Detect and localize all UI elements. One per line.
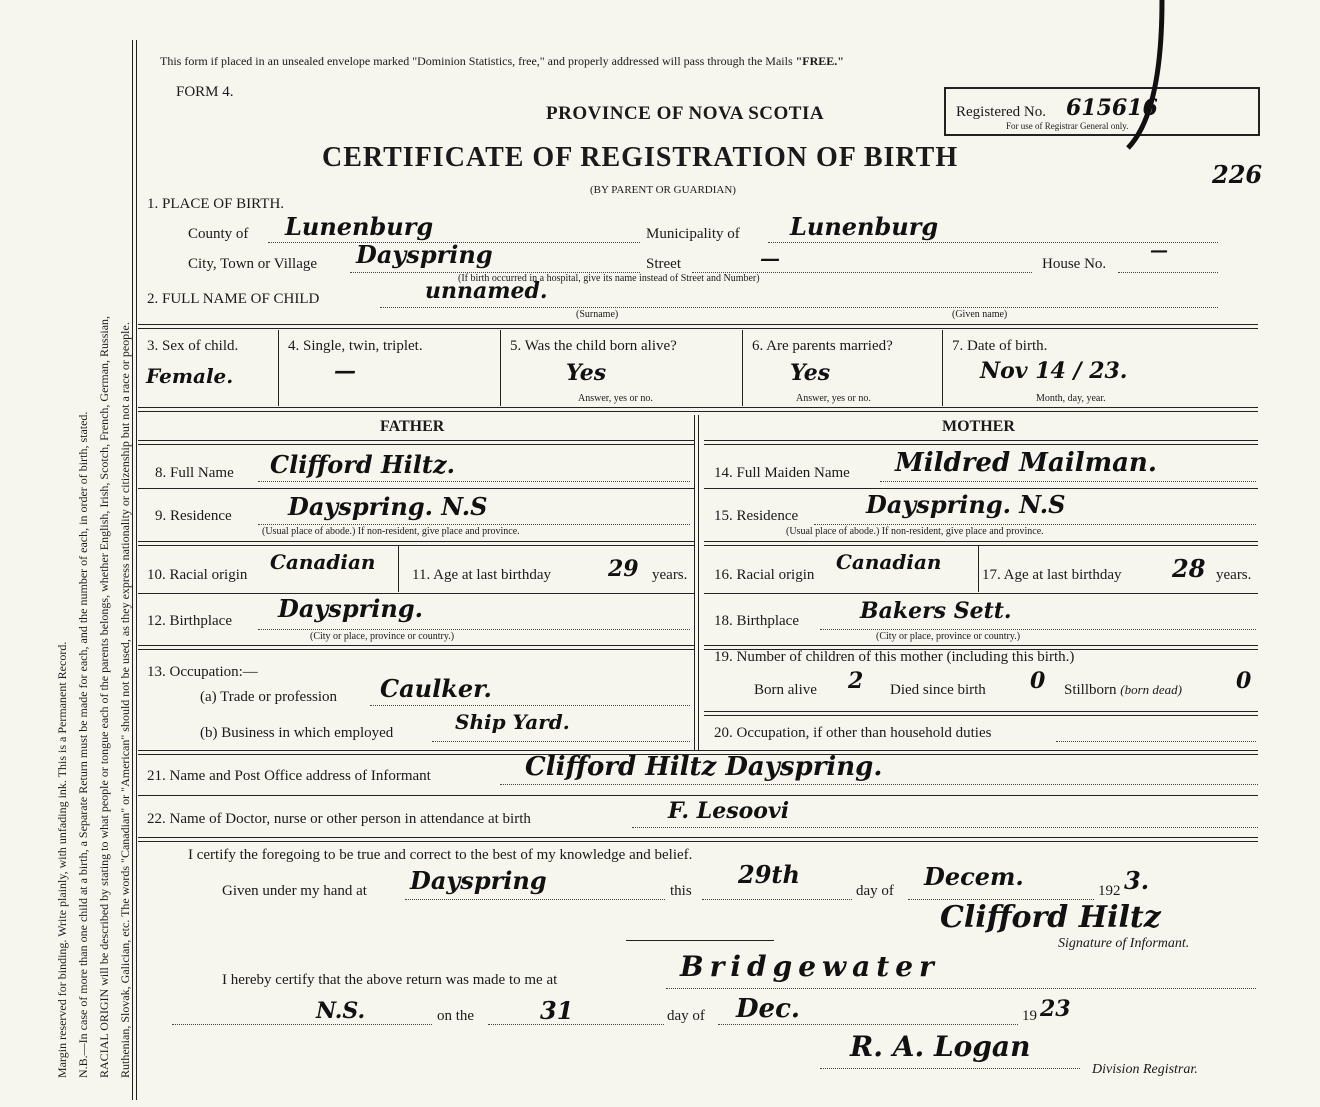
stillborn-text: Stillborn [1064, 682, 1117, 698]
plurality-value: — [334, 358, 356, 384]
mother-residence-note: (Usual place of abode.) If non-resident, give place and province. [786, 526, 1044, 537]
father-name-label: 8. Full Name [155, 465, 234, 481]
mother-age-label: 17. Age at last birthday [982, 567, 1122, 583]
married-label: 6. Are parents married? [752, 338, 893, 354]
given-place-value: Dayspring [410, 866, 547, 895]
signature-informant-label: Signature of Informant. [1058, 936, 1190, 951]
registered-box [944, 87, 1260, 136]
registered-value: 615616 [1066, 95, 1158, 121]
registrar-year-prefix: 19 [1022, 1008, 1037, 1024]
county-value: Lunenburg [285, 212, 434, 241]
house-value: — [1150, 240, 1168, 261]
cell-divider [500, 330, 501, 406]
father-occupation-label: 13. Occupation:— [147, 664, 258, 680]
parents-divider [694, 415, 699, 750]
mother-name-label: 14. Full Maiden Name [714, 465, 850, 481]
business-value: Ship Yard. [455, 710, 570, 734]
mother-heading: MOTHER [942, 418, 1015, 435]
father-years: years. [652, 567, 688, 583]
postal-free: "FREE." [795, 54, 844, 68]
doctor-value: F. Lesoovi [668, 798, 790, 824]
rule-mother [704, 488, 1258, 489]
registrar-place-line [666, 988, 1256, 989]
side-note-3: RACIAL ORIGIN will be described by stating to what people or tongue each of the parents belongs, whether English, Irish, Scotch, French, German, Russian, [97, 315, 111, 1078]
cell-divider [398, 546, 399, 592]
registrar-province-line [172, 1024, 432, 1025]
born-alive-count-label: Born alive [754, 682, 817, 698]
father-racial-value: Canadian [270, 550, 376, 574]
registrar-statement: I hereby certify that the above return was made to me at [222, 972, 558, 988]
cell-divider [278, 330, 279, 406]
stillborn-note: (born dead) [1120, 682, 1183, 697]
rule-father [138, 645, 694, 650]
rule-mother [704, 593, 1258, 594]
rule-mother [704, 711, 1258, 716]
city-label: City, Town or Village [188, 256, 318, 272]
child-name-value: unnamed. [425, 278, 548, 304]
married-note: Answer, yes or no. [796, 393, 871, 404]
dob-label: 7. Date of birth. [952, 338, 1048, 354]
trade-line [370, 705, 690, 706]
mother-name-value: Mildred Mailman. [895, 448, 1157, 478]
informant-label: 21. Name and Post Office address of Informant [147, 768, 431, 784]
street-value: — [760, 246, 780, 270]
side-note-2: N.B.—In case of more than one child at a birth, a Separate Return must be made for each, and the number of each, in order of birth, stated. [76, 411, 90, 1078]
pen-stroke [1110, 0, 1170, 160]
registrar-signature-line [820, 1068, 1080, 1069]
registrar-place-value: Bridgewater [680, 950, 940, 983]
street-label: Street [646, 256, 681, 272]
father-residence-note: (Usual place of abode.) If non-resident, give place and province. [262, 526, 520, 537]
born-alive-label: 5. Was the child born alive? [510, 338, 677, 354]
mother-residence-line [814, 524, 1256, 525]
rule-father [138, 541, 694, 546]
mother-age-value: 28 [1172, 554, 1206, 583]
rule-after-name [138, 324, 1258, 329]
postal-note: This form if placed in an unsealed envelope marked "Dominion Statistics, free," and properly addressed will pass through the Mails "FREE." [160, 54, 844, 68]
cell-divider [742, 330, 743, 406]
cert-month-value: Decem. [924, 862, 1024, 891]
registrar-month-value: Dec. [736, 994, 800, 1024]
child-name-label: 2. FULL NAME OF CHILD [147, 291, 320, 307]
sex-value: Female. [146, 364, 234, 388]
mother-birthplace-line [820, 629, 1256, 630]
given-name-note: (Given name) [952, 309, 1008, 320]
trade-value: Caulker. [380, 674, 492, 703]
mother-heading-rule [704, 440, 1258, 445]
municipality-value: Lunenburg [790, 212, 939, 241]
father-heading: FATHER [380, 418, 445, 435]
father-birthplace-note: (City or place, province or country.) [310, 631, 455, 642]
mother-years: years. [1216, 567, 1252, 583]
father-residence-label: 9. Residence [155, 508, 232, 524]
father-birthplace-line [258, 629, 690, 630]
informant-line [500, 784, 1258, 785]
plurality-label: 4. Single, twin, triplet. [288, 338, 423, 354]
division-registrar-label: Division Registrar. [1092, 1062, 1198, 1077]
born-alive-note: Answer, yes or no. [578, 393, 653, 404]
mother-racial-value: Canadian [836, 550, 942, 574]
certificate-title: CERTIFICATE OF REGISTRATION OF BIRTH [322, 142, 959, 173]
side-note-1: Margin reserved for binding. Write plainly, with unfading ink. This is a Permanent Record. [55, 641, 69, 1078]
registrar-day-of-label: day of [667, 1008, 705, 1024]
signature-rule [626, 940, 774, 941]
father-residence-line [258, 524, 690, 525]
city-value: Dayspring [356, 240, 493, 269]
mother-residence-value: Dayspring. N.S [866, 490, 1066, 519]
registrar-province-value: N.S. [316, 998, 366, 1024]
margin-line-inner [136, 40, 137, 1100]
business-label: (b) Business in which employed [200, 725, 394, 741]
form-number: FORM 4. [176, 84, 234, 100]
father-heading-rule [138, 440, 694, 445]
this-label: this [670, 883, 692, 899]
registrar-year-value: 23 [1040, 996, 1071, 1022]
married-value: Yes [790, 360, 831, 386]
registrar-signature: R. A. Logan [850, 1030, 1031, 1063]
sex-label: 3. Sex of child. [147, 338, 239, 354]
cert-day-value: 29th [738, 860, 800, 889]
registrar-day-line [488, 1024, 664, 1025]
child-name-line [380, 307, 1218, 308]
county-label: County of [188, 226, 249, 242]
registrar-month-line [718, 1024, 1018, 1025]
corner-mark: 226 [1212, 160, 1263, 189]
mother-residence-label: 15. Residence [714, 508, 799, 524]
mother-birthplace-note: (City or place, province or country.) [876, 631, 1021, 642]
mother-name-line [880, 481, 1256, 482]
registrar-note: For use of Registrar General only. [1006, 121, 1129, 131]
municipality-label: Municipality of [646, 226, 740, 242]
father-residence-value: Dayspring. N.S [288, 492, 488, 521]
dob-value: Nov 14 / 23. [980, 358, 1128, 384]
hospital-note: (If birth occurred in a hospital, give its name instead of Street and Number) [458, 273, 760, 284]
cert-day-of-label: day of [856, 883, 894, 899]
father-age-label: 11. Age at last birthday [412, 567, 551, 583]
rule-informant [138, 795, 1258, 796]
children-count-label: 19. Number of children of this mother (including this birth.) [714, 649, 1075, 665]
cert-year-prefix: 192 [1098, 883, 1121, 899]
given-place-line [405, 899, 665, 900]
doctor-label: 22. Name of Doctor, nurse or other person in attendance at birth [147, 811, 531, 827]
certificate-subtitle: (BY PARENT OR GUARDIAN) [590, 184, 736, 196]
cert-year-value: 3. [1124, 866, 1150, 895]
born-alive-value: Yes [566, 360, 607, 386]
father-birthplace-value: Dayspring. [278, 594, 423, 623]
rule-before-parents [138, 407, 1258, 412]
doctor-line [632, 827, 1258, 828]
stillborn-label [1064, 682, 1182, 699]
mother-occupation-label: 20. Occupation, if other than household duties [714, 725, 992, 741]
cell-divider [942, 330, 943, 406]
side-note-4: Ruthenian, Slovak, Galician, etc. The words "Canadian" or "American" should not be used, as they express nationality or citizenship but not a race or people. [118, 322, 132, 1078]
father-racial-label: 10. Racial origin [147, 567, 248, 583]
day-line [702, 899, 852, 900]
born-alive-count-value: 2 [848, 668, 864, 694]
father-name-value: Clifford Hiltz. [270, 450, 455, 479]
died-value: 0 [1030, 668, 1046, 694]
registered-label: Registered No. [956, 104, 1046, 120]
business-line [432, 741, 690, 742]
house-label: House No. [1042, 256, 1107, 272]
stillborn-value: 0 [1236, 668, 1252, 694]
mother-racial-label: 16. Racial origin [714, 567, 815, 583]
mother-occupation-line [1056, 741, 1256, 742]
informant-signature: Clifford Hiltz [940, 900, 1161, 935]
rule-father [138, 488, 694, 489]
father-birthplace-label: 12. Birthplace [147, 613, 232, 629]
dob-note: Month, day, year. [1036, 393, 1106, 404]
father-age-value: 29 [608, 556, 639, 582]
trade-label: (a) Trade or profession [200, 689, 338, 705]
province-title: PROVINCE OF NOVA SCOTIA [546, 103, 825, 124]
registrar-day-value: 31 [540, 996, 574, 1025]
certify-statement: I certify the foregoing to be true and correct to the best of my knowledge and belief. [188, 847, 693, 863]
rule-mother [704, 541, 1258, 546]
registrar-on-the-label: on the [437, 1008, 475, 1024]
rule-after-doctor [138, 837, 1258, 842]
given-under-label: Given under my hand at [222, 883, 367, 899]
father-name-line [258, 481, 690, 482]
place-of-birth-heading: 1. PLACE OF BIRTH. [147, 196, 285, 212]
died-label: Died since birth [890, 682, 986, 698]
informant-value: Clifford Hiltz Dayspring. [525, 752, 883, 782]
mother-birthplace-value: Bakers Sett. [860, 598, 1012, 624]
surname-note: (Surname) [576, 309, 619, 320]
mother-birthplace-label: 18. Birthplace [714, 613, 799, 629]
house-line [1118, 272, 1218, 273]
cell-divider [978, 546, 979, 592]
